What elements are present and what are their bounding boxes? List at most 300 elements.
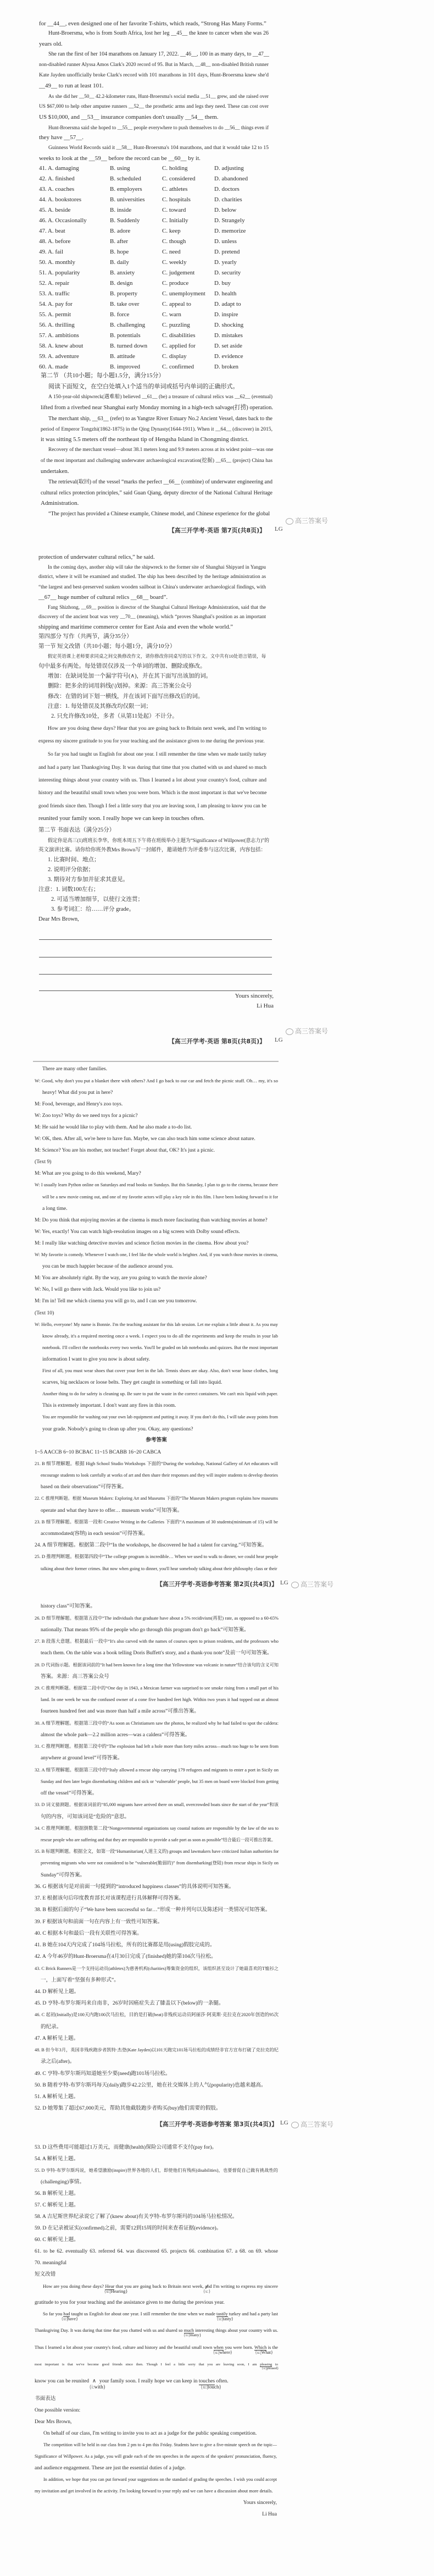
answers-b-line: Sunday and then later begin disembarking children and sick or ‘vulnerable’ people, but 35 men on board were blocked from getting: [41, 1779, 279, 1784]
grammar-line: A 150-year-old shipwreck(遇难船) believed __61__ (be) a treasure of cultural relics was __62__ (eventual): [48, 394, 272, 400]
option-item: B. potentials: [110, 332, 141, 339]
correction-essay-line: Thanksgiving Day. It was during that time that you chatted with us and shared so {u: much |many} interesting things about your country with us.: [35, 2328, 278, 2338]
transcript-line: W: Zoo toys? Why do we need toys for a picnic?: [35, 1112, 138, 1119]
correction: |Hearing}: [109, 2289, 128, 2294]
option-item: B. universities: [110, 196, 145, 203]
option-item: B. anxiety: [110, 269, 135, 276]
grammar2-line: shipping and maritime commerce center for East Asia and even the whole world.”: [38, 624, 233, 631]
answers-a-line: encourage students to look carefully at works of art and then share their responses and they will inspire students to develop theories: [41, 1473, 278, 1478]
cloze-blank: __68__: [130, 593, 149, 601]
logo-text: 高三答案号: [301, 2121, 334, 2128]
insert-mark: ∧ {i: with}: [91, 2379, 98, 2385]
option-item: D. health: [214, 290, 237, 297]
option-item: C. holding: [162, 165, 188, 172]
grammar-line: The merchant ship, __63__ (refer) to as Yangtze River Estuary No.2 Ancient Vessel, dates back to the: [48, 415, 272, 422]
error-mark: {u: much |many}: [183, 2328, 202, 2338]
option-item: 52. A. repair: [39, 280, 69, 287]
sample-line: and audience engagement. These are just the essential duties of a judge.: [35, 2464, 186, 2471]
page-footer: 【高三开学考·英语参考答案 第3页(共4页)】: [156, 2121, 278, 2128]
option-item: B. improved: [110, 364, 140, 370]
option-item: C. need: [162, 249, 181, 255]
task-line: 假定你是高三(1)班班长李华，你班本周五下午将在班级举办主题为“Significance of Willpower(意志力)”的: [48, 838, 269, 843]
cloze-blank: __53__: [81, 113, 99, 120]
cloze-blank: __52__: [129, 103, 144, 109]
cloze-line: weeks to look at the __59__ before the record can be __60__ by it.: [39, 155, 201, 162]
answers-c-line: 短文改错: [35, 2271, 56, 2277]
answers-a-line: 22. C 推理判断题。根据 Museum Makers: Exploring Art and Museums 下面的“The Museum Makers program explains how museums: [35, 1496, 278, 1501]
option-item: B. force: [110, 311, 130, 318]
grammar-line: 第二节 （共10小题；每小题1.5分，满分15分）: [41, 372, 165, 379]
transcript-line: heavy! What did you put in here?: [42, 1089, 113, 1096]
answers-b-line: 43. C Brick Runners是一个支持运动员(athletes)为慈善机构(charities)筹集资金的组织，该组织甚至设计了她最喜欢的T恤衫之: [35, 1966, 279, 1971]
option-item: C. weekly: [162, 259, 187, 266]
option-item: D. doctors: [214, 186, 240, 192]
transcript-line: M: Food, beverage, and Henry's zoo toys.: [35, 1100, 123, 1107]
task-line: 3. 期待对方参加并征求其意见。: [48, 877, 129, 883]
answers-c-line: 59. D 在记录被证实(confirmed)之前，需要12到15周的时间来查看证据(evidence)。: [35, 2225, 222, 2231]
option-item: C. appeal to: [162, 301, 191, 307]
transcript-line: know already, it's a required meeting once a week. I expect you to do all the experiments and keep the results in your lab: [42, 1333, 278, 1339]
cloze-line: years old.: [39, 41, 63, 48]
option-item: B. adore: [110, 228, 131, 234]
answers-b-line: 48. B 但今年3月，英国非残疾跑步者凯特·杰登(Kate Jayden)以101天跑完101场马拉松的成绩经非官方宣布打破了克拉克的纪: [35, 2047, 279, 2053]
grammar-line: 阅读下面短文，在空白处填入1个适当的单词或括号内单词的正确形式。: [48, 383, 239, 390]
error-mark: {u: had |have}: [61, 2311, 78, 2321]
error-mark: {u: Hear |Hearing}: [104, 2283, 128, 2294]
transcript-line: First of all, you must wear shoes that cover your feet in the lab. Tennis shoes are okay. Also, don't wear loose clothes, long: [42, 1368, 278, 1374]
transcript-line: M: I really like watching detective movies and science fiction movies in the cinema. How about you?: [35, 1240, 249, 1246]
cloze-blank: __57__: [64, 134, 82, 141]
answers-b-line: 47. A 解析见上题。: [35, 2035, 79, 2041]
error-mark: {u: tastily |tasty}: [216, 2311, 233, 2321]
answers-c-line: 60. C 解析见上题。: [35, 2236, 79, 2243]
option-item: B. attitude: [110, 353, 135, 360]
answers-b-line: teach them. On the table was a book telling Doris Buffett's story, and a thank-you note”及前一句可知答案。: [41, 1650, 272, 1656]
option-item: D. pretend: [214, 249, 240, 255]
answers-a-line: 23. B 细节理解题。根据第一段和 Creative Writing in the Galleries 下面的“A maximum of 30 students(minimum of 15) will be: [35, 1519, 278, 1524]
cloze-line: Kate Jayden unofficially broke Clark's record with 101 marathons in 101 days, Hunt-Broersma knew she'd: [39, 72, 269, 79]
option-item: D. adjusting: [214, 165, 244, 172]
answer-line: [39, 939, 272, 940]
answers-c-line: 54. A 解析见上题。: [35, 2155, 79, 2162]
transcript-line: There are many other families.: [42, 1066, 108, 1072]
option-item: 58. A. knew about: [39, 343, 84, 349]
writing-intro-line: 第四部分 写作（共两节，满分35分）: [38, 633, 132, 640]
cloze-blank: __60__: [168, 155, 187, 162]
option-item: D. inspire: [214, 311, 238, 318]
error-mark: {u: Which |What}: [254, 2345, 273, 2355]
cloze-line: US $10,000, and __53__ insurance companies don't usually __54__ them.: [39, 113, 219, 120]
sample-line: Significance of Willpower. As a judge, you will grade each of the ten speeches in the aspects of the speakers' pronunciation, fluency,: [35, 2453, 277, 2459]
cloze-line: they have __57__.: [39, 134, 84, 141]
transcript-line: W: My favorite is comedy. Whenever I watch one, I feel like the whole world is brighter. And, if you watch those movies in cinema,: [35, 1252, 278, 1258]
answers-c-line: 70. meaningful: [35, 2259, 67, 2266]
option-item: C. produce: [162, 280, 189, 287]
signature: Li Hua: [257, 1003, 274, 1009]
option-item: B. challenging: [110, 322, 146, 328]
option-item: B. design: [110, 280, 133, 287]
grammar-line: lifted from a riverbed near Shanghai early Monday morning in a high-tech salvage(打捞) operation.: [41, 405, 274, 411]
answers-a-line: based on their observations”可得答案。: [41, 1484, 127, 1490]
sample-line: Yours sincerely,: [243, 2499, 277, 2506]
deleted-word: {s: and }: [203, 2283, 212, 2294]
answers-b-line: 26. D 细节理解题。根据第五段中“The individuals that graduate have about a 5% recidivism(再犯) rate, as opposed to a 60-65%: [35, 1615, 279, 1621]
option-item: B. Suddenly: [110, 217, 140, 224]
option-item: 48. A. before: [39, 238, 71, 245]
answers-b-line: 一，上面写着“坚强有多种形式”。: [41, 1977, 119, 1983]
answers-b-line: 50. B 随着亨特-布罗尔斯玛每天(daily)跑步42.2公里，她在社交媒体上的人气(popularity)也越来越高。: [35, 2082, 266, 2088]
cloze-line: Hunt-Broersma said she hoped to __55__ people everywhere to push themselves to do __56__ things even if: [48, 124, 269, 130]
answers-b-line: 49. C 亨特-布罗尔斯玛知道她至少要(need)跑101场马拉松。: [35, 2070, 171, 2077]
sample-line: The competition will be held in our class from 2 pm to 4 pm this Friday. Students have to give a five-minute speech on the topic—: [43, 2442, 277, 2447]
grammar2-line: __67__ huge number of cultural relics __68__ board”.: [38, 593, 168, 601]
transcript-line: W: Hello, everyone! My name is Bonnie. I'm the teaching assistant for this lab session. Let me explain a little about it. As you may: [35, 1322, 278, 1327]
transcript-line: notebook. I'll collect the notebooks every two weeks. You'll be graded on lab notebooks and quizzes. But the most important: [42, 1344, 278, 1350]
answers-b-line: 34. C 推理判断题。根据倒数第二段“Nongovernmental organizations say coastal nations are responsible by the law of the sea to: [35, 1825, 279, 1831]
cloze-blank: __64__: [215, 426, 231, 432]
transcript-line: M: He said he would like to play with them. And he also made a to-do list.: [35, 1124, 192, 1130]
task-line: 1. 比赛时间、地点；: [48, 857, 100, 863]
logo-text: 高三答案号: [301, 1581, 334, 1588]
option-item: B. take over: [110, 301, 140, 307]
correction: |touch}: [207, 2384, 221, 2390]
correction-essay-line: Thus I learned a lot about your country's food, culture and history and the beautiful small town {u: when |where} you were born. {u: Which |What} is the: [35, 2345, 278, 2355]
grammar-line: it was sitting 5.5 meters off the northeast tip of Hengsha Island in Chongming district.: [41, 436, 249, 443]
option-item: 59. A. adventure: [39, 353, 79, 360]
answer-line: [39, 974, 272, 975]
cloze-blank: __49__: [39, 82, 57, 89]
transcript-line: Another thing to do for safety is cleaning up. Be sure to put the waste in the correct containers. We can't mix liquid with paper.: [42, 1391, 278, 1397]
option-item: C. warn: [162, 311, 181, 318]
option-item: 45. A. beside: [39, 207, 71, 213]
answers-b-line: 45. D 亨特-布罗尔斯玛来自南非，26岁时因癌症失去了膝盖以下(below)的一条腿。: [35, 2000, 224, 2007]
page-code: LG: [275, 526, 283, 532]
option-item: D. evidence: [214, 353, 243, 360]
answers-b-line: 44. D 解析见上题。: [35, 1988, 80, 1995]
answers-b-line: 答案。来源：高三答案公众号: [41, 1673, 109, 1680]
writing-intro-line: 删除：把多余的词用斜线(\)划掉。来源：高三答案公众号: [48, 683, 192, 690]
transcript-line: W: OK, then. After all, we're here to have fun. Maybe, we can also teach him some science about nature.: [35, 1136, 255, 1142]
answer-line: [39, 990, 272, 991]
grammar2-line: district, where it will be examined and studied. The ship has been described by the heritage administration as: [38, 574, 266, 580]
answers-b-line: 39. F 根据该句和前面一句在内容上有一致性可知答案。: [35, 1918, 163, 1925]
answers-b-line: 36. G 根据该句是对前面一句提到的“introduced happiness classes”的具体说明可知答案。: [35, 1883, 235, 1890]
option-item: D. unless: [214, 238, 237, 245]
option-item: D. shocking: [214, 322, 244, 328]
answers-b-line: 的纪录。: [41, 2023, 62, 2030]
answers-b-line: nationally. That means 95% of the people who go through this program don't go back”可知答案。: [41, 1626, 249, 1633]
cloze-blank: __66__: [163, 479, 180, 486]
task-line: Dear Mrs Brown,: [38, 916, 79, 922]
essay-line: history and the beautiful small town when you were born. Which is the most important is that we've become: [38, 790, 267, 796]
transcript-line: (Text 10): [35, 1309, 54, 1316]
cloze-blank: __50__: [79, 93, 94, 99]
writing-intro-line: 假定英语课上老师要求同桌之间交换修改作文，请你修改你同桌写的以下作文。文中共有10处语言错误，每: [48, 654, 266, 659]
correction-essay-line: How are you doing these days? {u: Hear |Hearing} that you are going back to Britain next week, {s: and } I'm writing to express my sincere: [43, 2283, 278, 2294]
option-item: C. athletes: [162, 186, 188, 192]
answers-b-line: 27. B 段落大意题。根据最后一段中“It's also carved with the names of courses open to prison residents, and the professors who: [35, 1639, 279, 1644]
answers-b-line: 41. B 她在104天内完成了104场马拉松，所有的比赛都是用(using)假肢完成的。: [35, 1942, 215, 1948]
option-item: C. though: [162, 238, 186, 245]
option-item: 42. A. finished: [39, 175, 75, 182]
answers-b-line: 37. E 根据该句后印度教育部长对该课程进行具体解释可得答案。: [35, 1895, 185, 1902]
option-item: C. keep: [162, 228, 181, 234]
answers-b-line: 52. D 她筹集了超过67,000美元，帮助其他截肢跑步者购买(buy)他们需要的假肢。: [35, 2105, 221, 2112]
option-item: D. Strangely: [214, 217, 245, 224]
transcript-line: will be a new movie coming out, and one of my favorite actors will play a key role in this film. I have been looking forward to it for: [42, 1194, 278, 1199]
cloze-blank: __47__: [252, 51, 269, 58]
wechat-icon: [286, 1028, 293, 1035]
answers-c-line: 58. A 吉尼斯世界纪录说它了解了(knew about)有关亨特-布罗尔斯玛的104场马拉松情况。: [35, 2213, 238, 2220]
task-line: 3. 参考词汇：给……评分 grade。: [51, 906, 135, 912]
cloze-blank: __54__: [185, 113, 203, 120]
option-item: B. daily: [110, 259, 129, 266]
cloze-blank: __46__: [180, 51, 197, 58]
option-item: 54. A. pay for: [39, 301, 73, 307]
closing: Yours sincerely,: [235, 993, 274, 999]
answers-b-line: 42. A 今年46岁的Hunt-Broersma在4月30日完成了(finished)她的第104次马拉松。: [35, 1953, 216, 1960]
option-item: B. turned down: [110, 343, 148, 349]
option-item: 41. A. damaging: [39, 165, 79, 172]
writing-intro-line: 第一节 短文改错（共10小题；每小题1分，满分10分）: [38, 643, 176, 650]
answers-b-line: 录之后(after)。: [41, 2058, 75, 2065]
answers-b-line: anywhere at ground level”可得答案。: [41, 1755, 123, 1762]
task-line: 英文演讲比赛。请你给你班外教Mrs Brown写一封邮件，邀请她作为评委参与这次比赛，内容包括：: [38, 847, 266, 853]
logo-badge: [291, 2120, 333, 2129]
cloze-blank: __58__: [116, 145, 132, 151]
transcript-line: M: I'm in! Tell me which cinema you will go to, and I can see you tomorrow.: [35, 1298, 197, 1304]
transcript-line: W: Good, why don't you put a blanket there with others? And I go back to our car and fetch the picnic stuff. Oh… my, it's so: [35, 1077, 278, 1083]
option-item: C. toward: [162, 207, 186, 213]
answers-b-line: 40. C 根据本句和最后一段有关联性可得答案。: [35, 1930, 142, 1936]
essay-line: So far you had taught us English for about one year. I still remember the time when we made tastily turkey: [48, 751, 266, 757]
answers-b-line: preventing migrants who were not considered to be “vulnerable(脆弱的)” from disembarking(登陆) from rescue ships in Sicily on: [41, 1861, 279, 1866]
page-code: LG: [280, 2120, 288, 2126]
option-item: D. charities: [214, 196, 242, 203]
sample-line: Dear Mrs Brown,: [35, 2418, 72, 2425]
task-line: 2. 说明评分依据；: [48, 867, 94, 873]
sample-line: my invitation and get involved in the activity. I'm looking forward to your reply and we can have a discussion about more details.: [35, 2488, 273, 2494]
option-item: B. hope: [110, 249, 129, 255]
cloze-blank: __67__: [38, 593, 57, 601]
answers-c-line: (challenging)事情。: [41, 2178, 85, 2185]
writing-intro-line: 句中最多有两处。每处错误仅涉及一个单词的增加、删除或修改。: [38, 663, 206, 670]
answers-b-line: 31. C 推理判断题。根据第三段中的“The explosion had left a hole more than forty miles across—much too huge to be seen from: [35, 1744, 279, 1749]
grammar2-line: discovery of the ancient boat was very __70__ (meaning), which “proves Shanghai's position as an important: [38, 614, 266, 620]
wechat-icon: [286, 518, 293, 525]
correction: |pleased}: [266, 2366, 279, 2370]
error-mark: {u: pleasing |pleased}: [260, 2363, 279, 2370]
essay-line: good friends since then. Though I feel a little sorry that you are leaving soon, I am pleasing to know you can be: [38, 802, 266, 808]
answers-b-line: almost the whole park—2.2 million acres—was a caldera”可得答案。: [41, 1731, 191, 1738]
transcript-line: a long time.: [42, 1205, 68, 1212]
grammar2-line: Fang Shizhong, __69__ position is director of the Shanghai Cultural Heritage Administration, said that the: [48, 604, 266, 610]
logo-badge: [291, 1579, 333, 1589]
cloze-blank: __69__: [81, 604, 97, 610]
answers-b-line: 29. C 推理判断题。根据第二段中的“One day in 1943, a Mexican farmer was surprised to see smoke rising from a small part of his: [35, 1685, 279, 1691]
writing-intro-line: 修改：在错的词下划一横线，并在该词下面写出修改后的词。: [48, 693, 204, 700]
answers-a-line: 21. B 细节理解题。根据 High School Studio Workshops 下面的“During the workshop, National Gallery of Art educators will: [35, 1460, 278, 1466]
error-mark: {u: when |where}: [213, 2345, 232, 2355]
grammar2-line: In the coming days, another ship will take the shipwreck to the former site of Shanghai Shipyard in Yangpu: [48, 564, 266, 570]
writing-intro-line: 注意：1. 每处错误及其修改均仅限一词；: [48, 703, 152, 709]
cloze-blank: __63__: [92, 415, 109, 422]
logo-badge: [286, 1026, 328, 1036]
option-item: D. abandoned: [214, 175, 248, 182]
answers-c-line: 56. B 解析见上题。: [35, 2190, 79, 2197]
transcript-line: your grade. Nobody's going to clean up after you. Okay, any questions?: [42, 1425, 193, 1432]
grammar-line: cultural relics protection principles,” said Guan Qiang, deputy director of the National Cultural Heritage: [41, 489, 272, 496]
cloze-blank: __44__: [47, 20, 65, 27]
option-item: C. display: [162, 353, 187, 360]
grammar-line: Recovery of the merchant vessel—about 38.1 meters long and 9.9 meters across at its widest point—was one: [48, 447, 274, 453]
answers-b-line: 30. A 细节理解题。根据第三段中的“As soon as Christiansen saw the photos, he realized why he had failed to spot the caldera:: [35, 1720, 279, 1726]
answers-b-line: off the vessel”可得答案。: [41, 1790, 98, 1797]
transcript-line: M: What are you going to do this weekend, Mary?: [35, 1170, 141, 1177]
correction: |where}: [218, 2349, 232, 2355]
option-item: 55. A. permit: [39, 311, 71, 318]
transcript-line: W: I usually learn Python online on Saturdays and read books on Sundays. But this Saturday, I plan to go to the cinema, because there: [35, 1182, 278, 1188]
option-item: 51. A. popularity: [39, 269, 80, 276]
grammar-line: “The project has provided a Chinese example, Chinese model, and Chinese experience for the global: [48, 511, 270, 518]
cloze-blank: __48__: [195, 62, 211, 68]
option-item: C. disabilities: [162, 332, 196, 339]
answers-c-line: 61. to be 62. eventually 63. referred 64. was discovered 65. projects 66. combination 67. a 68. on 69. whose: [35, 2248, 278, 2254]
sample-line: On behalf of our class, I'm writing to invite you to act as a judge for the public speaking competition.: [43, 2430, 257, 2436]
task-line: 注意：1. 词数100左右；: [38, 887, 99, 893]
grammar2-line: protection of underwater cultural relics,” he said.: [38, 553, 155, 560]
option-item: C. applied for: [162, 343, 196, 349]
writing-intro-line: 2. 只允许修改10处，多者（从第11处起）不计分。: [51, 713, 178, 719]
option-item: 43. A. coaches: [39, 186, 75, 192]
answers-a-line: talking about their former crimes. But now when going to dinner, you'll hear somebody talking about their philosophy class or their: [41, 1566, 277, 1571]
cloze-line: Hunt-Broersma, who is from South Africa, lost her leg __45__ the knee to cancer when she was 26: [48, 30, 269, 37]
cloze-line: As she did her __50__ 42.2-kilometer runs, Hunt-Broersma's social media __51__ grew, and she raised over: [48, 93, 269, 99]
grammar-line: Administration.: [41, 499, 79, 507]
page-code: LG: [280, 1579, 288, 1586]
grammar2-line: “the largest and best-preserved sunken wooden sailboat in China's underwater archaeological findings, with: [38, 584, 266, 590]
option-item: C. confirmed: [162, 364, 194, 370]
cloze-line: US $67,000 to help other amputee runners __52__ the prosthetic arms and legs they need. These can cost over: [39, 103, 269, 109]
correction: with}: [94, 2384, 106, 2390]
answers-b-line: 35. B 标题判断题。根据全文，如第一段“Humanitarian(人道主义的) groups and lawmakers have criticized Italian authorities for: [35, 1849, 279, 1854]
answers-a-line: 参考答案: [146, 1437, 167, 1444]
grammar-line: period of Emperor Tongzhi(1862-1875) in the Qing Dynasty(1644-1911). When it __64__ (discover) in 2015,: [41, 426, 272, 432]
option-item: D. yearly: [214, 259, 237, 266]
cloze-blank: __55__: [117, 124, 133, 130]
option-item: 50. A. monthly: [39, 259, 76, 266]
option-item: D. memorize: [214, 228, 246, 234]
answers-a-line: operate and what they have to offer… museum works”可知答案。: [41, 1507, 183, 1513]
cloze-line: Guinness World Records said it __58__ Hunt-Broersma's 104 marathons, and that it would take 12 to 15: [48, 145, 269, 151]
option-item: 44. A. bookstores: [39, 196, 81, 203]
option-item: C. judgement: [162, 269, 195, 276]
answers-b-line: 32. A 细节理解题。根据第三段中的“Italy allowed a rescue ship carrying 179 refugees and migrants to enter a port in Sicily on: [35, 1766, 279, 1773]
option-item: B. property: [110, 290, 138, 297]
transcript-line: W: No, I will go there with Jack. Would you like to join us?: [35, 1286, 161, 1293]
option-item: 46. A. Occasionally: [39, 217, 87, 224]
cloze-blank: __45__: [171, 30, 188, 37]
answers-a-line: 1~5 AACCB 6~10 BCBAC 11~15 BCABB 16~20 CABCA: [35, 1449, 162, 1455]
transcript-line: you can be much happier because of the audience around you.: [42, 1263, 174, 1270]
cloze-line: __49__ to run at least 101.: [39, 82, 104, 89]
cloze-blank: __62__: [235, 394, 251, 400]
option-item: D. buy: [214, 280, 231, 287]
essay-line: How are you doing these days? Hear that you are going back to Britain next week, and I'm writing to: [48, 725, 266, 732]
answers-c-line: 55. D 亨特-布罗尔斯玛说，她希望激励(inspire)世界各地的人们，即使他们有残疾(disabilities)，也要督促自己做有挑战性的: [35, 2167, 278, 2173]
task-line: 2. 可适当增加细节，以使行文连贯；: [51, 896, 143, 902]
cloze-line: for __44__, even designed one of her favorite T-shirts, which reads, “Strong Has Many Forms.”: [39, 20, 266, 27]
cloze-blank: __61__: [142, 394, 158, 400]
writing-intro-line: 增加：在缺词处加一个漏字符号(∧)，并在其下面写出该加的词。: [48, 673, 212, 680]
page-footer: 【高三开学考·英语 第7页(共8页)】: [168, 527, 266, 534]
transcript-line: M: You are absolutely right. By the way, are you going to watch the movie alone?: [35, 1275, 207, 1281]
option-item: 57. A. ambitions: [39, 332, 79, 339]
error-mark: {u: touches |touch}: [198, 2378, 221, 2390]
cloze-blank: __70__: [120, 614, 136, 620]
answers-b-line: Sunday”可得答案。: [41, 1872, 86, 1878]
option-item: B. inside: [110, 207, 132, 213]
transcript-line: M: Science? You are his mother, not teacher! Forget about that, OK? It's just a picnic.: [35, 1147, 215, 1154]
option-item: 47. A. beat: [39, 228, 65, 234]
essay-line: reunited your family soon. I really hope we can keep in touches often.: [38, 815, 205, 822]
option-item: C. Initially: [162, 217, 188, 224]
option-item: B. scheduled: [110, 175, 141, 182]
option-item: B. employers: [110, 186, 142, 192]
cloze-line: She ran the first of her 104 marathons on January 17, 2022. __46__, 100 in as many days, to __47__: [48, 51, 269, 58]
option-item: C. considered: [162, 175, 196, 182]
answers-b-line: 46. C 起初(Initially)是100天内跑100次马拉松，目的是打破(beat)非残疾运动员阿丽莎·阿莫斯·克拉克在2020年创造的95次: [35, 2012, 279, 2018]
answers-c-line: 53. D 这些费用可能超过1万美元，而健康(health)保险公司通常不支付(pay for)。: [35, 2144, 218, 2150]
answers-a-line: 24. A 细节理解题。根据第二段中“In the workshops, he discovered he had a talent for carving.”可知答案。: [35, 1542, 268, 1549]
task-line: 第二节 书面表达（满分25分）: [38, 827, 115, 833]
option-item: 60. A. made: [39, 364, 69, 370]
grammar-line: of the most important and challenging underwater archaeological excavation(挖掘) __65__ (project) China has: [41, 458, 272, 464]
essay-line: interesting things about your country with us. Thus I learned a lot about your country's food, culture and: [38, 777, 266, 783]
correction: |What}: [260, 2349, 273, 2355]
option-item: D. adapt to: [214, 301, 241, 307]
wechat-icon: [291, 2122, 299, 2128]
answers-b-line: rescue people who are suffering and that they are responsible to provide a safe port as soon as possible”结合最后一段可推出答案。: [41, 1837, 276, 1842]
option-item: B. after: [110, 238, 128, 245]
option-item: B. using: [110, 165, 130, 172]
answers-b-line: fourteen hundred feet and was more than half a mile across”可推出答案。: [41, 1708, 199, 1715]
answers-b-line: history class”可知答案。: [41, 1603, 96, 1610]
cloze-blank: __59__: [88, 155, 107, 162]
page-footer: 【高三开学考·英语参考答案 第2页(共4页)】: [156, 1581, 278, 1588]
answers-b-line: 51. A 解析见上题。: [35, 2094, 79, 2100]
transcript-line: This is extremely important. I don't want any fires in this room.: [42, 1402, 176, 1409]
option-item: C. hospitals: [162, 196, 191, 203]
essay-line: and had a party last Thanksgiving Day. It was during that time that you chatted with us and shared so much: [38, 764, 266, 770]
cloze-blank: __51__: [201, 93, 216, 99]
sample-line: Li Hua: [262, 2511, 277, 2517]
logo-text: 高三答案号: [295, 1027, 329, 1035]
correction-essay-line: know you can be reunited ∧ {i: with} your family soon. I really hope we can keep in {u: touches |touch} often.: [35, 2376, 278, 2386]
option-item: 56. A. thrilling: [39, 322, 75, 328]
cloze-line: non-disabled runner Alyssa Amos Clark's 2020 record of 95. But in March, __48__ non-disabled British runner: [39, 62, 269, 68]
page-code: LG: [275, 1037, 283, 1043]
correction-essay-line: So far you {u: had |have} taught us English for about one year. I still remember the time when we made {u: tastily |tasty} turkey and had a party last: [43, 2311, 279, 2321]
correction-essay-line: most important is that we've become good friends since then. Though I feel a little sorry that you are leaving soon, I am {u: pleasing |pleased} to: [35, 2363, 279, 2370]
page-divider: [33, 1061, 279, 1062]
answers-b-line: land. In one week he was the confused owner of a cone five hundred feet high. Within two years it had topped out at almost: [41, 1697, 279, 1703]
option-item: C. puzzling: [162, 322, 190, 328]
option-item: D. broken: [214, 364, 238, 370]
logo-text: 高三答案号: [295, 517, 329, 525]
transcript-line: (Text 9): [35, 1159, 52, 1165]
cloze-blank: __56__: [224, 124, 240, 130]
